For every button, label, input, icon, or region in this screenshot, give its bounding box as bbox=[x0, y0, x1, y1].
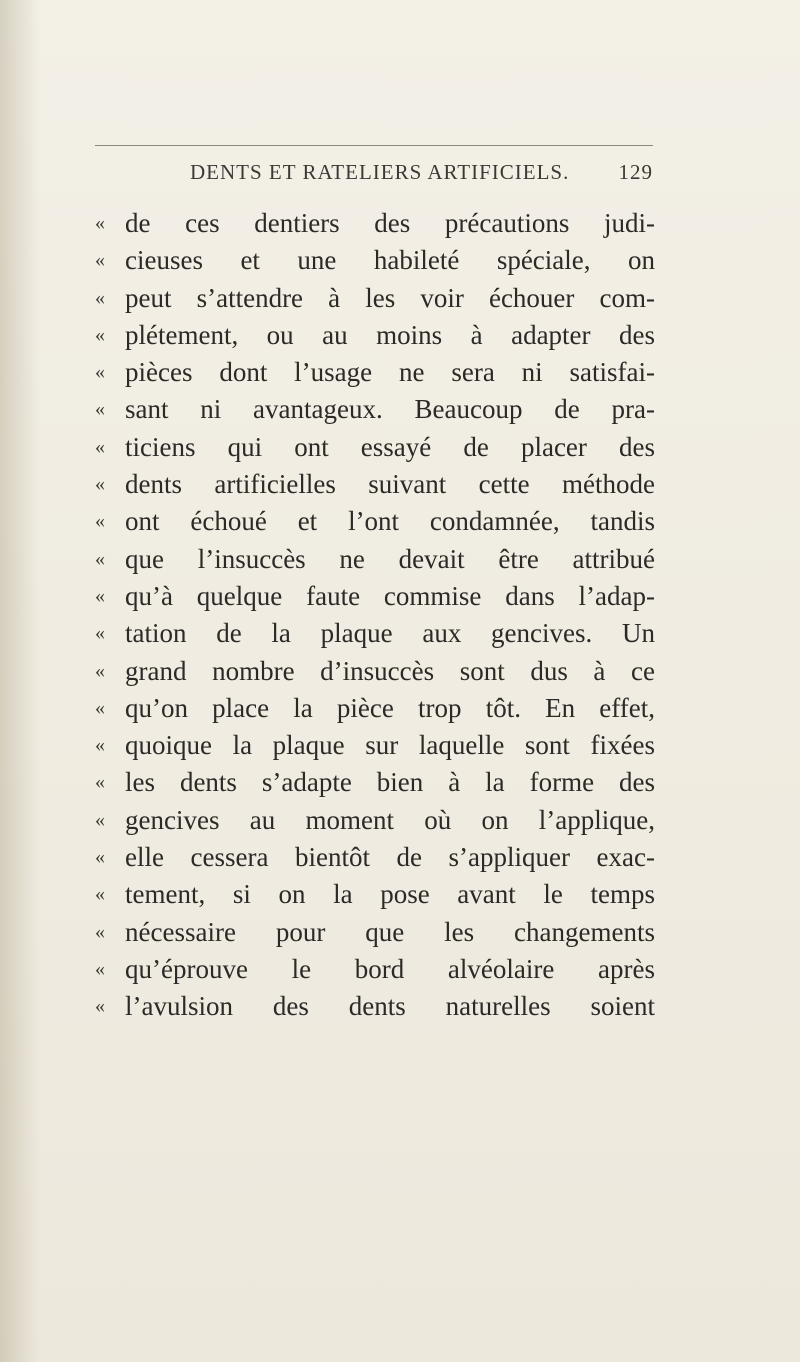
line-text: pièces dont l’usage ne sera ni satisfai- bbox=[125, 357, 655, 388]
quote-mark: « bbox=[95, 435, 105, 458]
page-number: 129 bbox=[618, 160, 653, 184]
line-text: plétement, ou au moins à adapter des bbox=[125, 319, 655, 350]
text-line bbox=[95, 802, 665, 839]
text-line bbox=[95, 466, 665, 503]
text-line bbox=[95, 727, 665, 764]
text-line bbox=[95, 764, 665, 801]
text-line bbox=[95, 354, 665, 391]
line-text: gencives au moment où on l’applique, bbox=[125, 804, 655, 835]
text-line bbox=[95, 615, 665, 652]
quote-mark: « bbox=[95, 920, 105, 943]
running-title: DENTS ET RATELIERS ARTIFICIELS. bbox=[190, 160, 570, 184]
line-text: de ces dentiers des précautions judi- bbox=[125, 208, 655, 238]
text-line bbox=[95, 988, 665, 1025]
quote-mark: « bbox=[95, 622, 105, 645]
quote-mark: « bbox=[95, 212, 105, 234]
text-line bbox=[95, 578, 665, 615]
line-text: elle cessera bientôt de s’appliquer exac- bbox=[125, 842, 655, 873]
text-line bbox=[95, 914, 665, 951]
quote-mark: « bbox=[95, 808, 105, 831]
quote-mark: « bbox=[95, 659, 105, 682]
text-line bbox=[95, 429, 665, 466]
text-line bbox=[95, 242, 665, 279]
text-line bbox=[95, 653, 665, 690]
body-text bbox=[95, 205, 665, 1026]
line-text: qu’on place la pièce trop tôt. En effet, bbox=[125, 692, 655, 723]
quote-mark: « bbox=[95, 286, 105, 309]
quote-mark: « bbox=[95, 957, 105, 980]
text-line bbox=[95, 205, 665, 242]
text-line bbox=[95, 876, 665, 913]
quote-mark: « bbox=[95, 995, 105, 1018]
quote-mark: « bbox=[95, 883, 105, 906]
line-text: qu’éprouve le bord alvéolaire après bbox=[125, 953, 655, 984]
line-text: les dents s’adapte bien à la forme des bbox=[125, 767, 655, 798]
line-text: cieuses et une habileté spéciale, on bbox=[125, 245, 655, 276]
quote-mark: « bbox=[95, 361, 105, 384]
quote-mark: « bbox=[95, 323, 105, 346]
quote-mark: « bbox=[95, 584, 105, 607]
line-text: sant ni avantageux. Beaucoup de pra- bbox=[125, 394, 655, 425]
line-text: tation de la plaque aux gencives. Un bbox=[125, 618, 655, 649]
text-line bbox=[95, 317, 665, 354]
text-line bbox=[95, 280, 665, 317]
line-text: dents artificielles suivant cette méthode bbox=[125, 469, 655, 500]
line-text: quoique la plaque sur laquelle sont fixées bbox=[125, 730, 655, 761]
line-text: qu’à quelque faute commise dans l’adap- bbox=[125, 580, 655, 611]
line-text: ticiens qui ont essayé de placer des bbox=[125, 431, 655, 462]
text-line bbox=[95, 690, 665, 727]
text-line bbox=[95, 541, 665, 578]
line-text: peut s’attendre à les voir échouer com- bbox=[125, 282, 655, 313]
header-rule bbox=[95, 145, 653, 146]
quote-mark: « bbox=[95, 846, 105, 869]
line-text: nécessaire pour que les changements bbox=[125, 916, 655, 947]
text-line bbox=[95, 391, 665, 428]
text-line bbox=[95, 951, 665, 988]
quote-mark: « bbox=[95, 696, 105, 719]
quote-mark: « bbox=[95, 473, 105, 496]
quote-mark: « bbox=[95, 249, 105, 272]
text-line bbox=[95, 839, 665, 876]
quote-mark: « bbox=[95, 734, 105, 757]
line-text: tement, si on la pose avant le temps bbox=[125, 879, 655, 910]
quote-mark: « bbox=[95, 547, 105, 570]
running-header bbox=[95, 160, 653, 194]
line-text: que l’insuccès ne devait être attribué bbox=[125, 543, 655, 574]
line-text: grand nombre d’insuccès sont dus à ce bbox=[125, 655, 655, 686]
quote-mark: « bbox=[95, 771, 105, 794]
quote-mark: « bbox=[95, 398, 105, 421]
line-text: ont échoué et l’ont condamnée, tandis bbox=[125, 506, 655, 537]
quote-mark: « bbox=[95, 510, 105, 533]
text-line bbox=[95, 503, 665, 540]
line-text: l’avulsion des dents naturelles soient bbox=[125, 991, 655, 1022]
